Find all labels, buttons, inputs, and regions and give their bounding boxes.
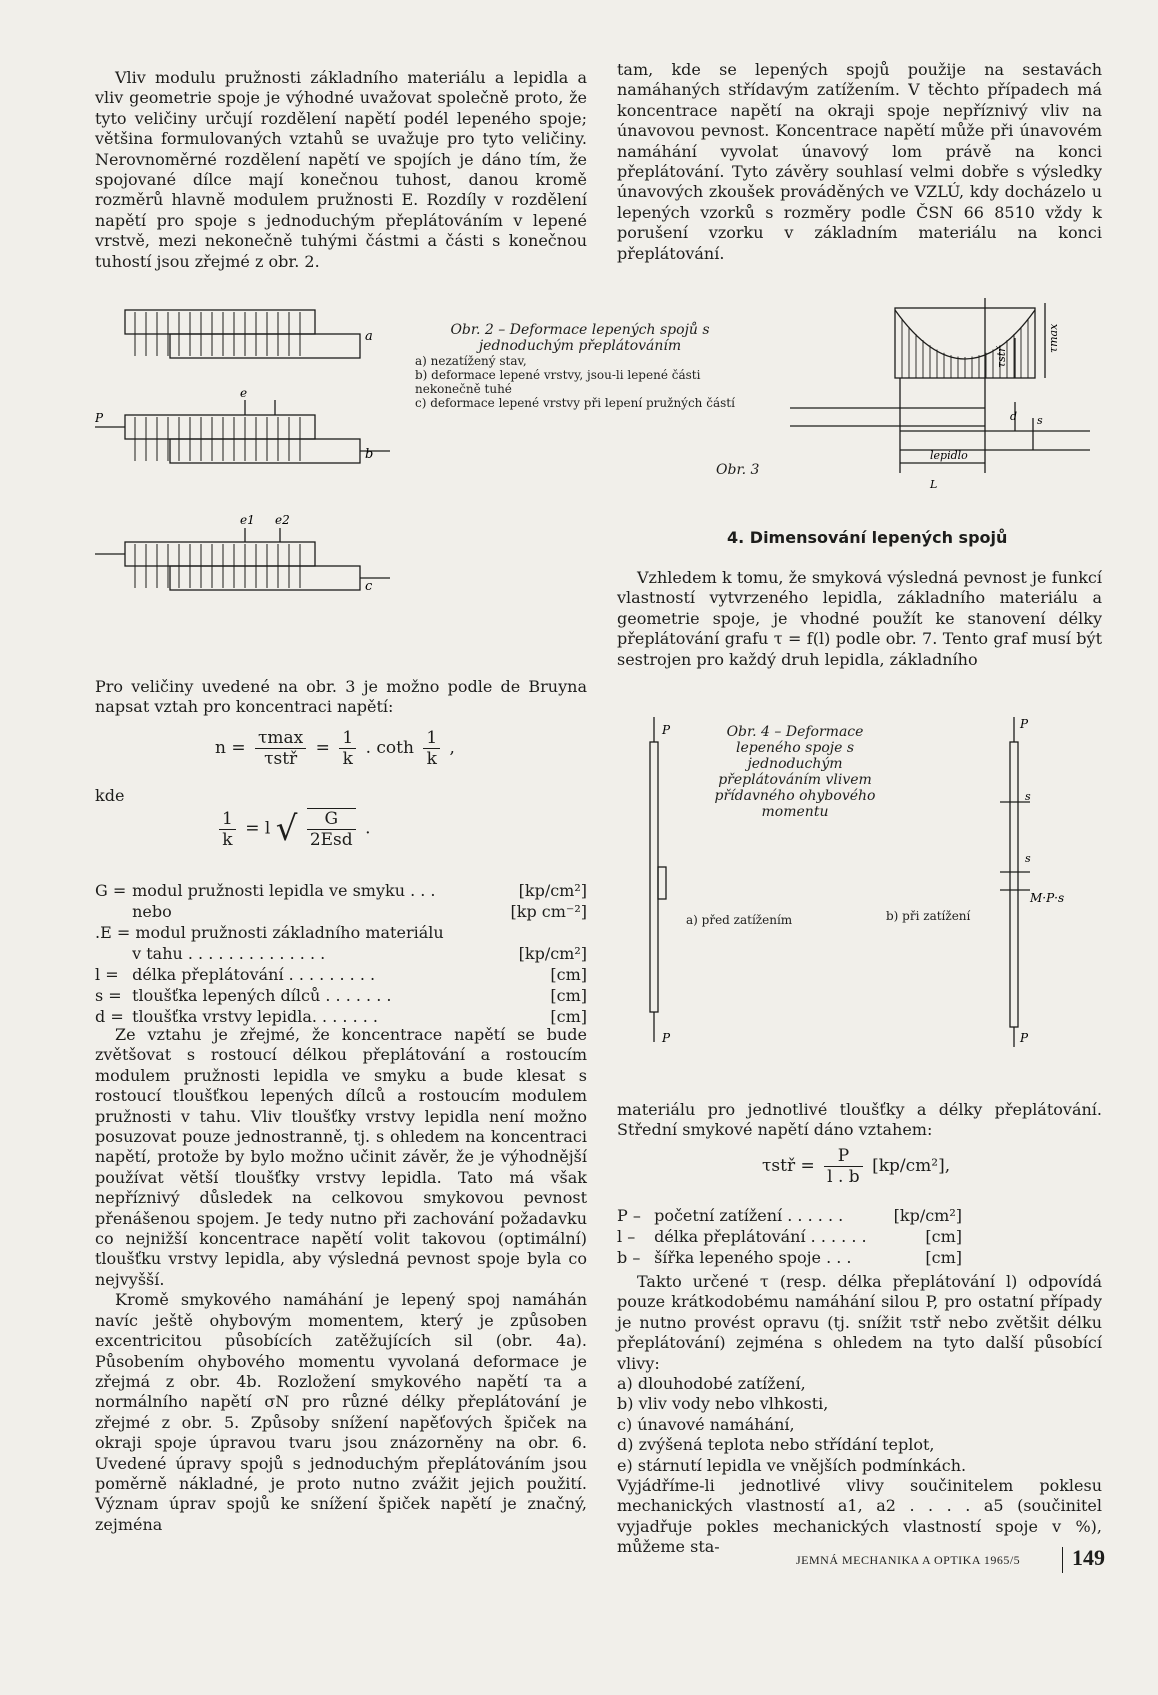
fig4-label-a: a) před zatížením [686, 913, 793, 927]
figure-2 [95, 300, 425, 645]
fig3-s: s [1037, 414, 1043, 427]
legend-symbol: P – [617, 1206, 641, 1225]
legend-unit: [kp/cm²] [518, 944, 587, 963]
fig2-item-c: c) deformace lepené vrstvy při lepení pružných částí [415, 396, 735, 410]
legend-symbol: G = [95, 881, 127, 900]
fig4-moment: M·P·s [1030, 891, 1065, 905]
paragraph: Vliv modulu pružnosti základního materiálu a lepidla a vliv geometrie spoje je výhodné uvažovat společně proto, že tyto veličiny určují rozdělení napětí podél lepeného spoje; většina formulovaných vztahů se uvažuje pro tyto veličiny. Nerovnoměrné rozdělení napětí ve spojích je dáno tím, že spojované dílce mají konečnou tuhost, danou kromě rozměrů hlavně modulem pružnosti E. Rozdíly v rozdělení napětí pro spoje s jednoduchým přeplátováním v lepené vrstvě, mezi nekonečně tuhými částmi a části s konečnou tuhostí jsou zřejmé z obr. 2. [95, 68, 587, 271]
legend-symbol: .E = [95, 923, 131, 942]
left-column [95, 68, 587, 272]
legend-unit: [kp/cm²] [893, 1206, 962, 1225]
legend-symbol: b – [617, 1248, 641, 1267]
fig2-label-e: e [240, 386, 248, 400]
paragraph: materiálu pro jednotlivé tloušťky a délky přeplátování. Střední smykové napětí dáno vztahem: [617, 1100, 1102, 1140]
legend-row [95, 985, 587, 1006]
legend-text: modul pružnosti lepidla ve smyku . . . [132, 881, 436, 900]
list-item: c) únavové namáhání, [617, 1414, 795, 1434]
right-column [617, 60, 1102, 264]
fig4-P-bottom-b: P [1020, 1031, 1029, 1045]
right-column-2 [617, 568, 1102, 670]
legend-row [95, 901, 587, 922]
legend-text: délka přeplátování . . . . . . . . . [132, 965, 376, 984]
figure-3 [790, 298, 1090, 493]
legend-text: nebo [132, 902, 172, 921]
fig4-s-2: s [1025, 852, 1031, 865]
fig4-P-bottom-a: P [662, 1031, 671, 1045]
legend-text: modul pružnosti základního materiálu [135, 923, 444, 942]
fig2-item-b: b) deformace lepené vrstvy, jsou-li lepené části nekonečně tuhé [415, 368, 701, 396]
paragraph: Takto určené τ (resp. délka přeplátování l) odpovídá pouze krátkodobému namáhání silou P, pro ostatní případy je nutno provést opravu (tj. snížit τstř nebo zvětšit délku přeplátování) zejména s ohledem na tyto další působící vlivy: [617, 1272, 1102, 1373]
footer-divider [1062, 1547, 1063, 1573]
legend-symbol: l – [617, 1227, 636, 1246]
right-column-4 [617, 1272, 1102, 1558]
legend-row [95, 1006, 587, 1027]
legend-text: délka přeplátování . . . . . . [654, 1227, 867, 1246]
legend-text: v tahu . . . . . . . . . . . . . . [132, 944, 326, 963]
fig2-label-a: a [365, 329, 373, 344]
list-item: a) dlouhodobé zatížení, [617, 1374, 806, 1394]
fig3-lepidlo: lepidlo [930, 449, 968, 462]
legend-row [95, 964, 587, 985]
fig2-item-a: a) nezatížený stav, [415, 354, 527, 368]
left-column-3 [95, 1025, 587, 1535]
formula-mean-shear: τstř = $\frac{P}{l . b}$ [kp/cm²], [762, 1146, 951, 1187]
legend-symbol: l = [95, 965, 119, 984]
legend-unit: [cm] [550, 986, 587, 1005]
journal-footer: JEMNÁ MECHANIKA A OPTIKA 1965/5 [796, 1553, 1021, 1567]
list-item: e) stárnutí lepidla ve vnějších podmínkách. [617, 1455, 967, 1475]
fig2-title: Obr. 2 – Deformace lepených spojů s jednoduchým přeplátováním [450, 322, 710, 354]
legend-unit: [cm] [925, 1227, 962, 1246]
paragraph: Kromě smykového namáhání je lepený spoj namáhán navíc ještě ohybovým momentem, který je způsoben excentricitou působících zatěžujících sil (obr. 4a). Působením ohybového momentu vyvolaná deformace je zřejmá z obr. 4b. Rozložení smykového napětí τa a normálního napětí σN pro různé délky přeplátování je zřejmé z obr. 5. Způsoby snížení napěťových špiček na okraji spoje úpravou tvaru jsou znázorněny na obr. 6. Uvedené úpravy spojů s jednoduchým přeplátováním jsou poměrně nákladné, je proto nutno zvážit jejich použití. Význam úprav spojů ke snížení špiček napětí je značný, zejména [95, 1290, 587, 1534]
formula-k: $\frac{1}{k}$ = l √ $\frac{G}{\text{2Esd}}$ . [215, 808, 370, 850]
symbol-legend-2 [617, 1205, 962, 1268]
legend-text: šířka lepeného spoje . . . [654, 1248, 852, 1267]
legend-unit: [cm] [550, 965, 587, 984]
legend-unit: [kp cm⁻²] [510, 902, 587, 921]
fig3-tmax: τmax [1047, 323, 1060, 353]
legend-row [617, 1226, 962, 1247]
legend-symbol: d = [95, 1007, 124, 1026]
legend-symbol: s = [95, 986, 122, 1005]
fig2-label-e1: e1 [240, 513, 255, 527]
paragraph: tam, kde se lepených spojů použije na sestavách namáhaných střídavým zatížením. V těchto případech má koncentrace napětí na okraji spoje nepříznivý vliv na únavovou pevnost. Koncentrace napětí může při únavovém namáhání vyvolat únavový lom právě na konci přeplátování. Tyto závěry souhlasí velmi dobře s výsledky únavových zkoušek prováděných ve VZLÚ, kdy docházelo u lepených vzorků s rozměry podle ČSN 66 8510 vždy k porušení vzorku v základním materiálu na konci přeplátování. [617, 60, 1102, 263]
page-number: 149 [1072, 1545, 1105, 1570]
paragraph: Vzhledem k tomu, že smyková výsledná pevnost je funkcí vlastností vytvrzeného lepidla, základního materiálu a geometrie spoje, je vhodné použít ke stanovení délky přeplátování grafu τ = f(l) podle obr. 7. Tento graf musí být sestrojen pro každý druh lepidla, základního [617, 568, 1102, 669]
legend-text: početní zatížení . . . . . . [654, 1206, 844, 1225]
legend-row [617, 1205, 962, 1226]
fig2-label-p: P [95, 411, 104, 425]
kde-label: kde [95, 786, 125, 805]
legend-row [95, 880, 587, 901]
section-heading: 4. Dimensování lepených spojů [727, 528, 1008, 547]
symbol-legend [95, 880, 587, 1027]
fig3-d: d [1010, 410, 1018, 423]
legend-row [95, 922, 587, 943]
legend-unit: [cm] [550, 1007, 587, 1026]
fig3-L: L [930, 478, 938, 491]
paragraph: Ze vztahu je zřejmé, že koncentrace napětí se bude zvětšovat s rostoucí délkou přeplátování a rostoucím modulem pružnosti lepidla ve smyku a bude klesat s rostoucí tloušťkou lepených dílců a rostoucím modulem pružnosti v tahu. Vliv tloušťky vrstvy lepidla není možno posuzovat pouze jednostranně, tj. s ohledem na koncentraci napětí, protože by bylo možno učinit závěr, že je výhodnější používat větší tloušťky vrstvy lepidla. Tato má však nepříznivý důsledek na celkovou smykovou pevnost přenášenou spojem. Je tedy nutno při zachování požadavku co nejnižší koncentrace napětí volit takovou (optimální) tloušťku vrstvy lepidla, aby výsledná pevnost spoje byla co nejvyšší. [95, 1025, 587, 1289]
figure-2-caption [415, 322, 745, 410]
fig2-label-b: b [365, 447, 374, 462]
list-item: b) vliv vody nebo vlhkosti, [617, 1394, 829, 1414]
legend-unit: [kp/cm²] [518, 881, 587, 900]
formula-concentration: n = $\frac{\tau\max}{\text{τstř}}$ = $\frac{1}{k}$ . coth $\frac{1}{k}$ , [215, 728, 455, 769]
fig3-tstr: τstř [995, 346, 1008, 368]
legend-row [95, 943, 587, 964]
legend-text: tloušťka vrstvy lepidla. . . . . . . [132, 1007, 378, 1026]
fig4-label-b: b) při zatížení [886, 909, 971, 923]
list-item: d) zvýšená teplota nebo střídání teplot, [617, 1435, 935, 1455]
paragraph: Pro veličiny uvedené na obr. 3 je možno podle de Bruyna napsat vztah pro koncentraci napětí: [95, 677, 587, 717]
figure-3-caption: Obr. 3 [716, 462, 760, 478]
fig4-P-top-b: P [1020, 717, 1029, 731]
paragraph: Vyjádříme-li jednotlivé vlivy součinitelem poklesu mechanických vlastností a1, a2 . . . . a5 (součinitel vyjadřuje pokles mechanických vlastností spoje v %), můžeme sta- [617, 1476, 1102, 1557]
figure-4-caption: Obr. 4 – Deformace lepeného spoje s jednoduchým přeplátováním vlivem přídavného ohybového momentu [714, 724, 876, 820]
legend-text: tloušťka lepených dílců . . . . . . . [132, 986, 392, 1005]
fig2-label-c: c [365, 579, 373, 594]
legend-unit: [cm] [925, 1248, 962, 1267]
fig4-s: s [1025, 790, 1031, 803]
fig2-label-e2: e2 [275, 513, 290, 527]
left-column-2 [95, 677, 587, 718]
right-column-3 [617, 1100, 1102, 1141]
fig4-P-top-a: P [662, 723, 671, 737]
legend-row [617, 1247, 962, 1268]
